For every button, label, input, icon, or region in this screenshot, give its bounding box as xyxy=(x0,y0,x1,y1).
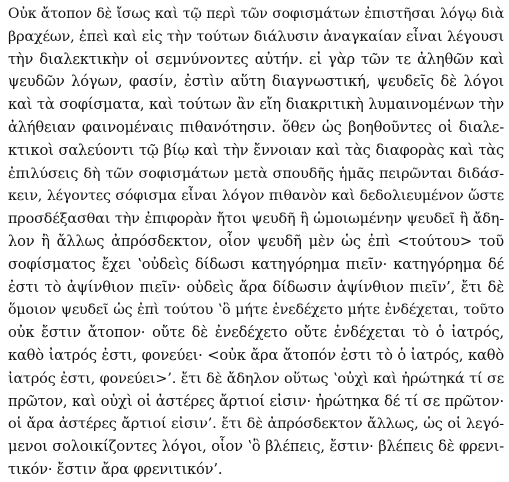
text-line: Οὐκ ἄτοπον δὲ ἴσως καὶ τῷ περὶ τῶν σοφισμάτων ἐπιστῆσαι λόγῳ διὰ xyxy=(8,6,504,22)
text-line: οὐκ ἔστιν ἄτοπον· οὔτε δὲ ἐνεδέχετο οὔτε ἐνδέχεται τὸ ὁ ἰατρός, xyxy=(8,324,504,342)
text-line: ὅμοιον ψευδεῖ ὡς ἐπὶ τούτου ʽὃ μήτε ἐνεδέχετο μήτε ἐνδέχεται, τοῦτο xyxy=(8,302,504,319)
text-line: κειν, λέγοντες σόφισμα εἶναι λόγον πιθανὸν καὶ δεδολιευμένον ὥστε xyxy=(8,188,504,205)
text-line: τὴν διαλεκτικὴν οἱ σεμνύνοντες αὐτήν. εἰ γὰρ τῶν τε ἀληθῶν καὶ xyxy=(8,50,504,68)
text-line: τικόν· ἔστιν ἄρα φρενιτικόν’. xyxy=(8,460,223,478)
text-line: κτικοὶ σαλεύοντι τῷ βίῳ καὶ τὴν ἔννοιαν καὶ τὰς διαφορὰς καὶ τὰς xyxy=(8,141,504,159)
text-line: προσδέξασθαι τὴν ἐπιφορὰν ἤτοι ψευδῆ ἢ ὡμοιωμένην ψευδεῖ ἢ ἄδη- xyxy=(8,211,504,228)
text-line: σοφίσματος ἔχει ʽοὐδεὶς δίδωσι κατηγόρημα πιεῖν· κατηγόρημα δέ xyxy=(8,255,504,273)
text-line: λον ἢ ἄλλως ἀπρόσδεκτον, οἷον ψευδῆ μὲν ὡς ἐπὶ <τούτου> τοῦ xyxy=(8,232,504,250)
text-line: βραχέων, ἐπεὶ καὶ εἰς τὴν τούτων διάλυσιν ἀναγκαίαν εἶναι λέγουσι xyxy=(8,28,504,45)
text-line: ἰατρός ἐστι, φονεύει>’. ἔτι δὲ ἄδηλον οὕτως ʽοὐχὶ καὶ ἠρώτηκά τί σε xyxy=(8,370,504,387)
text-line: ἀλήθειαν φαινομέναις πιθανότησιν. ὅθεν ὡς βοηθοῦντες οἱ διαλε- xyxy=(8,118,504,136)
text-line: ἐπιλύσεις δὴ τῶν σοφισμάτων μετὰ σπουδῆς ἡμᾶς πειρῶνται διδάσ- xyxy=(8,165,504,182)
greek-text-paragraph xyxy=(8,3,504,482)
text-line: καὶ τὰ σοφίσματα, καὶ τούτων ἂν εἴη διακριτικὴ λυμαινομένων τὴν xyxy=(8,96,504,114)
text-line: καθὸ ἰατρός ἐστι, φονεύει· <οὐκ ἄρα ἄτοπόν ἐστι τὸ ὁ ἰατρός, καθὸ xyxy=(8,346,504,364)
text-line: πρῶτον, καὶ οὐχὶ οἱ ἀστέρες ἄρτιοί εἰσιν· ἠρώτηκα δέ τί σε πρῶτον· xyxy=(8,392,504,410)
text-line: ψευδῶν λόγων, φασίν, ἐστὶν αὕτη διαγνωστική, ψευδεῖς δὲ λόγοι xyxy=(8,73,504,91)
text-line: μενοι σολοικίζοντες λόγοι, οἷον ʽὃ βλέπεις, ἔστιν· βλέπεις δὲ φρενι- xyxy=(8,438,504,456)
text-line: οἱ ἄρα ἀστέρες ἄρτιοί εἰσιν’. ἔτι δὲ ἀπρόσδεκτον ἄλλως, ὡς οἱ λεγό- xyxy=(8,416,504,433)
text-line: ἐστι τὸ ἀψίνθιον πιεῖν· οὐδεὶς ἄρα δίδωσιν ἀψίνθιον πιεῖν’, ἔτι δὲ xyxy=(8,278,504,296)
